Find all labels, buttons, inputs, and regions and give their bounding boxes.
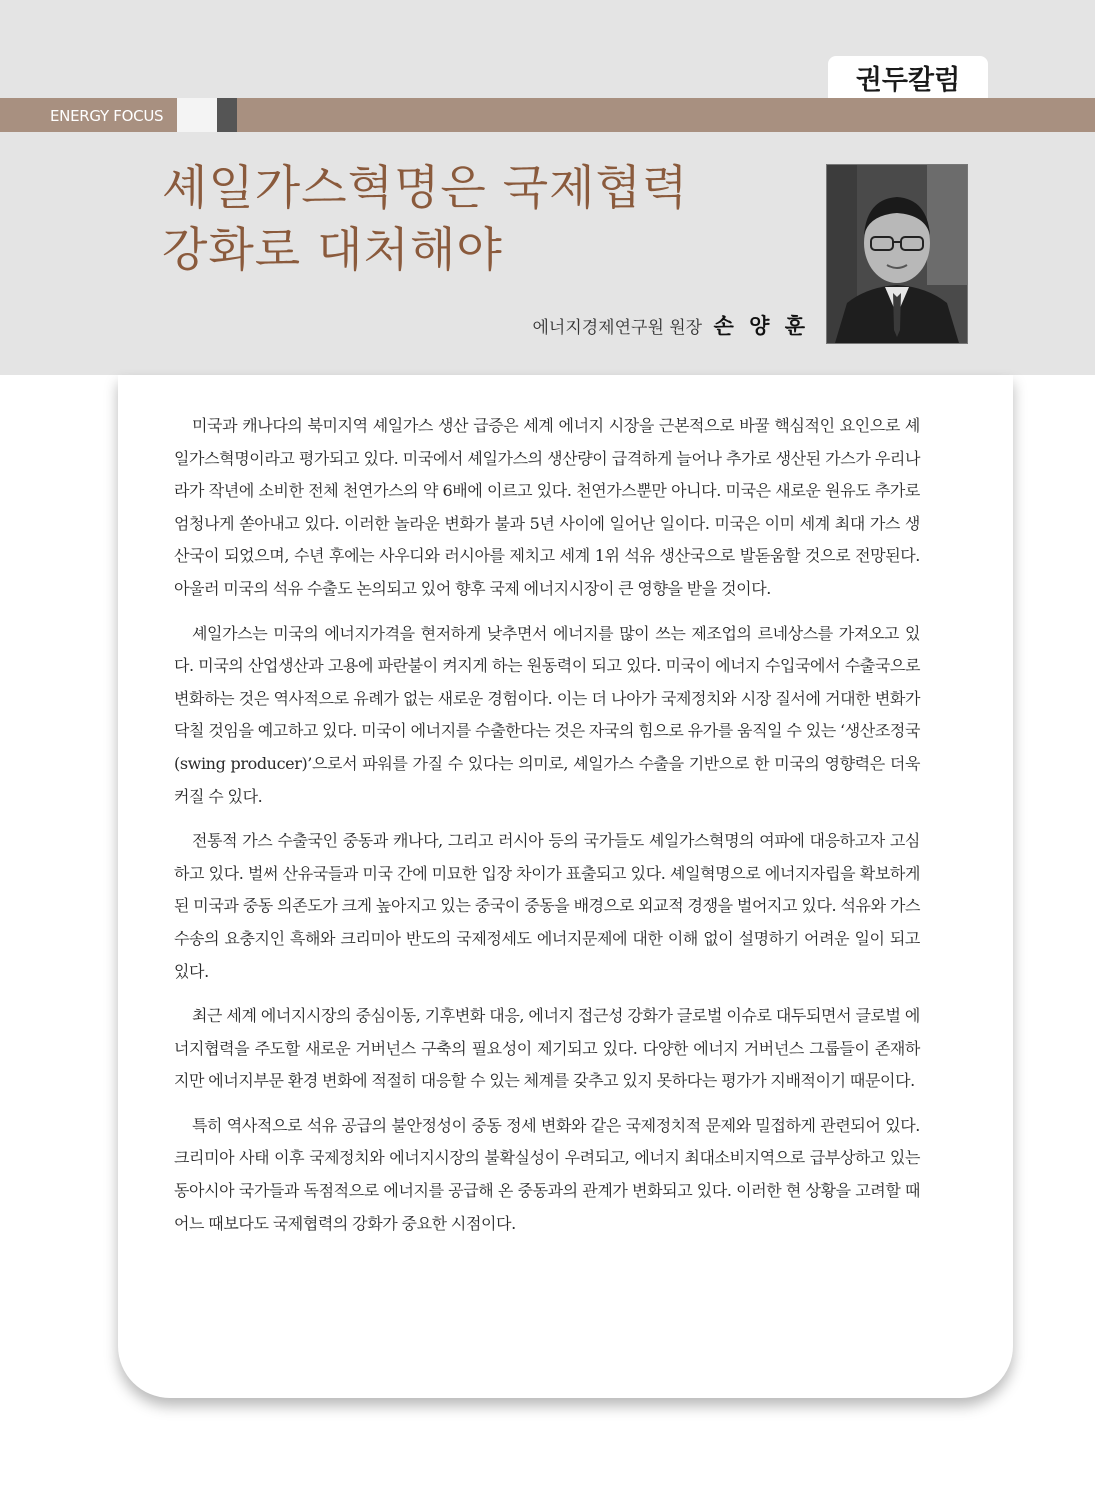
- author-portrait: [826, 164, 968, 344]
- author-affiliation: 에너지경제연구원 원장: [532, 318, 703, 338]
- band-accent-light: [177, 98, 217, 132]
- byline: [532, 310, 809, 340]
- title-line-1: 셰일가스혁명은 국제협력: [162, 161, 689, 216]
- paragraph: 셰일가스는 미국의 에너지가격을 현저하게 낮추면서 에너지를 많이 쓰는 제조업의 르네상스를 가져오고 있다. 미국의 산업생산과 고용에 파란불이 켜지게 하는 원동력이 되고 있다. 미국이 에너지 수입국에서 수출국으로 변화하는 것은 역사적으로 유례가 없는 새로운 경험이다. 이는 더 나아가 국제정치와 시장 질서에 거대한 변화가 닥칠 것임을 예고하고 있다. 미국이 에너지를 수출한다는 것은 자국의 힘으로 유가를 움직일 수 있는 ‘생산조정국(swing producer)’으로서 파워를 가질 수 있다는 의미로, 셰일가스 수출을 기반으로 한 미국의 영향력은 더욱 커질 수 있다.: [174, 623, 920, 806]
- section-band: [0, 98, 1095, 132]
- band-accent-dark: [217, 98, 237, 132]
- author-name: 손 양 훈: [713, 314, 809, 338]
- column-category-tab: 권두칼럼: [828, 56, 988, 99]
- paragraph: 전통적 가스 수출국인 중동과 캐나다, 그리고 러시아 등의 국가들도 셰일가스혁명의 여파에 대응하고자 고심하고 있다. 벌써 산유국들과 미국 간에 미묘한 입장 차이가 표출되고 있다. 셰일혁명으로 에너지자립을 확보하게 된 미국과 중동 의존도가 크게 높아지고 있는 중국이 중동을 배경으로 외교적 경쟁을 벌어지고 있다. 석유와 가스 수송의 요충지인 흑해와 크리미아 반도의 국제정세도 에너지문제에 대한 이해 없이 설명하기 어려운 일이 되고 있다.: [174, 831, 920, 981]
- paragraph: 최근 세계 에너지시장의 중심이동, 기후변화 대응, 에너지 접근성 강화가 글로벌 이슈로 대두되면서 글로벌 에너지협력을 주도할 새로운 거버넌스 구축의 필요성이 제기되고 있다. 다양한 에너지 거버넌스 그룹들이 존재하지만 에너지부문 환경 변화에 적절히 대응할 수 있는 체계를 갖추고 있지 못하다는 평가가 지배적이기 때문이다.: [174, 1006, 920, 1091]
- portrait-illustration: [827, 165, 967, 343]
- section-label: ENERGY FOCUS: [50, 107, 164, 125]
- paragraph: 특히 역사적으로 석유 공급의 불안정성이 중동 정세 변화와 같은 국제정치적 문제와 밀접하게 관련되어 있다. 크리미아 사태 이후 국제정치와 에너지시장의 불확실성이 우려되고, 에너지 최대소비지역으로 급부상하고 있는 동아시아 국가들과 독점적으로 에너지를 공급해 온 중동과의 관계가 변화되고 있다. 이러한 현 상황을 고려할 때 어느 때보다도 국제협력의 강화가 중요한 시점이다.: [174, 1115, 920, 1233]
- paragraph: 미국과 캐나다의 북미지역 셰일가스 생산 급증은 세계 에너지 시장을 근본적으로 바꿀 핵심적인 요인으로 셰일가스혁명이라고 평가되고 있다. 미국에서 셰일가스의 생산량이 급격하게 늘어나 추가로 생산된 가스가 우리나라가 작년에 소비한 전체 천연가스의 약 6배에 이르고 있다. 천연가스뿐만 아니다. 미국은 새로운 원유도 추가로 엄청나게 쏟아내고 있다. 이러한 놀라운 변화가 불과 5년 사이에 일어난 일이다. 미국은 이미 세계 최대 가스 생산국이 되었으며, 수년 후에는 사우디와 러시아를 제치고 세계 1위 석유 생산국으로 발돋움할 것으로 전망된다. 아울러 미국의 석유 수출도 논의되고 있어 향후 국제 에너지시장이 큰 영향을 받을 것이다.: [174, 416, 920, 598]
- article-body: [174, 410, 920, 1252]
- title-line-2: 강화로 대처해야: [162, 223, 503, 278]
- article-title: [162, 158, 802, 282]
